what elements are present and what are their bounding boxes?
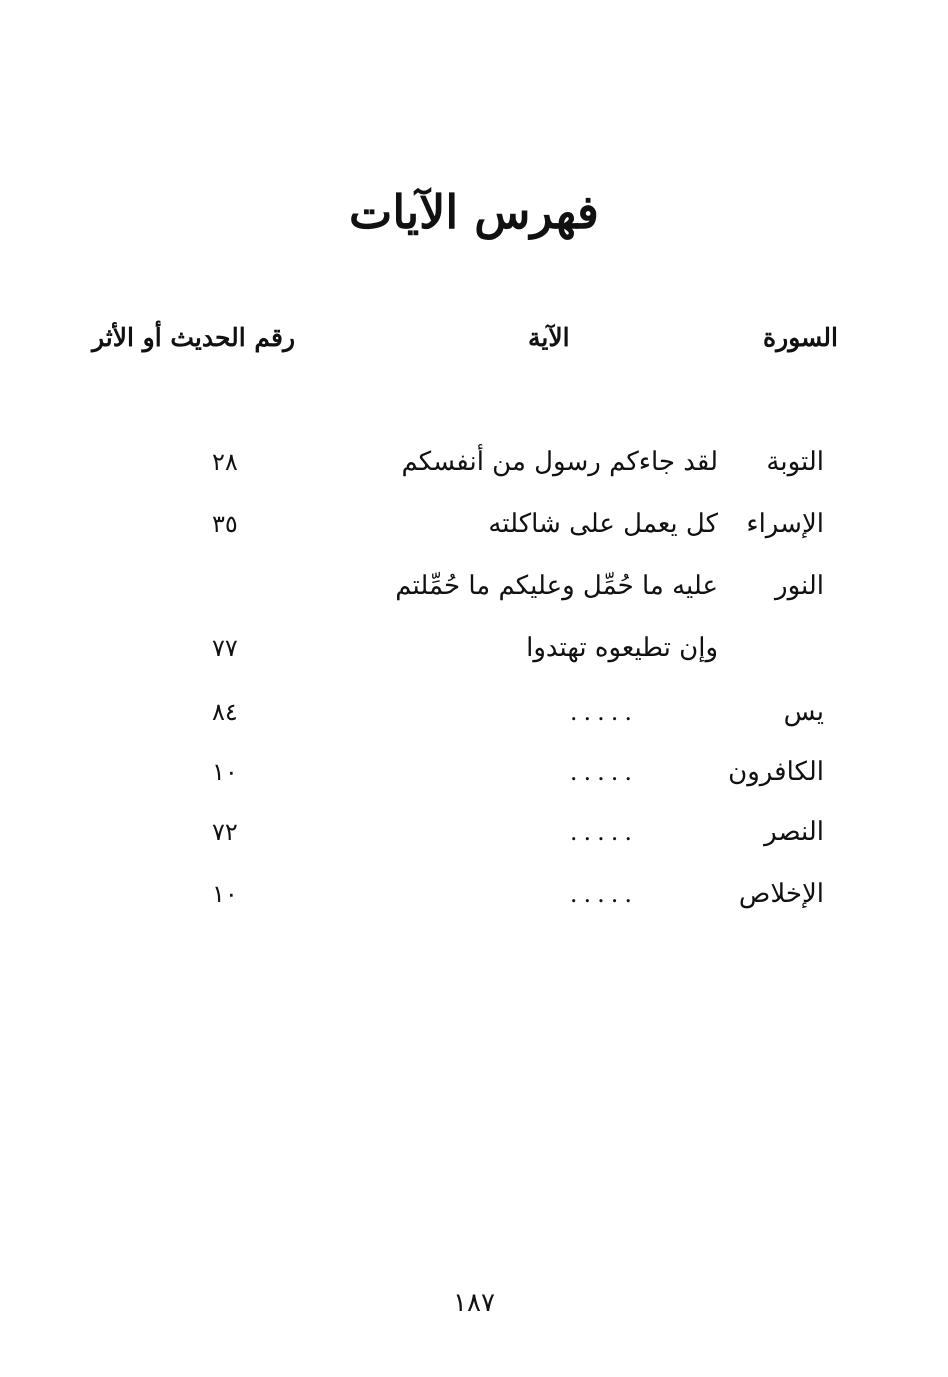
ref-cell: ١٠ (212, 880, 238, 908)
page-title: فهرس الآيات (349, 185, 599, 239)
table-row (0, 872, 948, 916)
ayah-cell: ..... (569, 758, 638, 786)
page-number: ١٨٧ (453, 1288, 495, 1318)
surah-cell: النور (775, 571, 824, 601)
index-table (0, 440, 948, 940)
header-surah: السورة (763, 323, 838, 352)
surah-cell: الكافرون (728, 757, 824, 787)
ayah-cell: وإن تطيعوه تهتدوا (526, 633, 718, 663)
surah-cell: التوبة (766, 447, 824, 477)
ayah-cell: ..... (569, 698, 638, 726)
ayah-cell: ..... (569, 880, 638, 908)
table-row (0, 440, 948, 484)
ref-cell: ٧٧ (212, 634, 238, 662)
ref-cell: ٢٨ (212, 448, 238, 476)
surah-cell: النصر (764, 817, 824, 847)
surah-cell: الإسراء (746, 509, 824, 539)
ayah-cell: ..... (569, 818, 638, 846)
ayah-cell: كل يعمل على شاكلته (488, 509, 718, 539)
ref-cell: ٨٤ (212, 698, 238, 726)
ayah-cell: عليه ما حُمِّل وعليكم ما حُمِّلتم (395, 571, 718, 601)
table-row (0, 750, 948, 794)
ref-cell: ١٠ (212, 758, 238, 786)
header-ayah: الآية (528, 323, 570, 352)
table-row (0, 810, 948, 854)
surah-cell: الإخلاص (738, 879, 824, 909)
ref-cell: ٧٢ (212, 818, 238, 846)
ayah-cell: لقد جاءكم رسول من أنفسكم (401, 447, 718, 477)
table-row (0, 626, 948, 670)
surah-cell: يس (783, 697, 824, 727)
header-ref: رقم الحديث أو الأثر (92, 323, 296, 352)
table-row (0, 564, 948, 608)
table-row (0, 502, 948, 546)
table-row (0, 690, 948, 734)
ref-cell: ٣٥ (212, 510, 238, 538)
